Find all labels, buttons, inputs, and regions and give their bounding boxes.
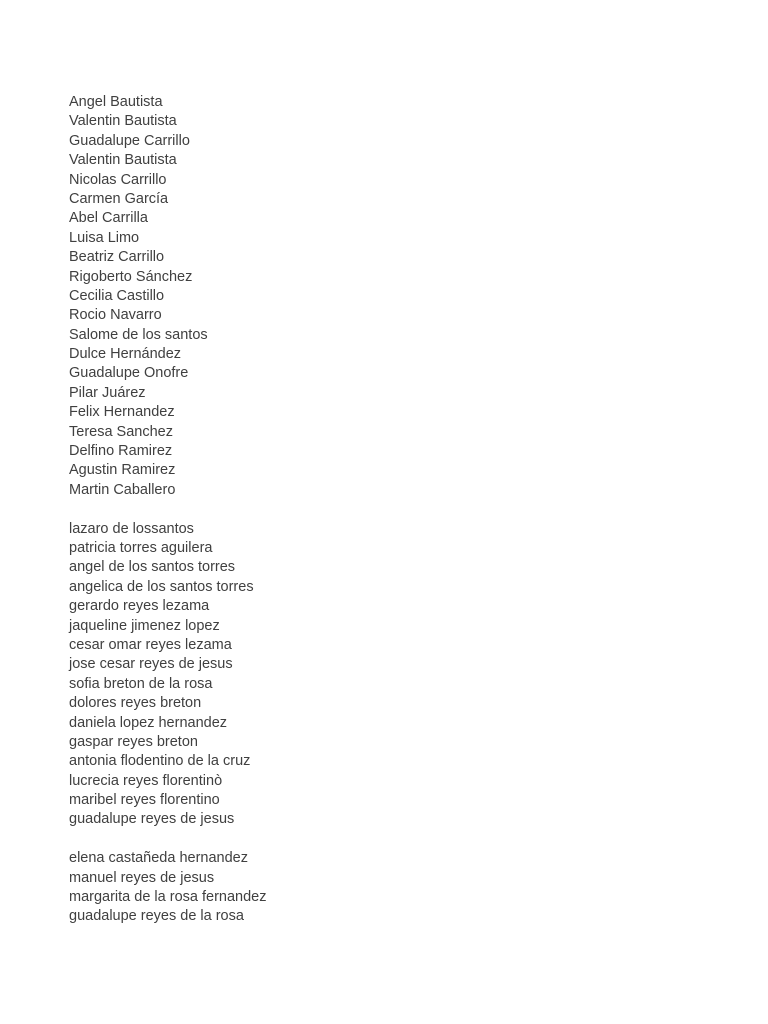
list-item: manuel reyes de jesus (69, 869, 215, 886)
list-item: Teresa Sanchez (69, 423, 173, 440)
name-group-2 (69, 520, 266, 830)
list-item: daniela lopez hernandez (69, 714, 228, 731)
list-item: Carmen García (69, 190, 169, 207)
list-item: angel de los santos torres (69, 559, 236, 576)
list-item: Dulce Hernández (69, 346, 182, 363)
list-item: maribel reyes florentino (69, 792, 220, 809)
list-item: patricia torres aguilera (69, 539, 213, 556)
list-item: Valentin Bautista (69, 152, 177, 169)
list-item: angelica de los santos torres (69, 578, 254, 595)
list-item: Luisa Limo (69, 229, 140, 246)
list-item: Abel Carrilla (69, 210, 148, 227)
list-item: elena castañeda hernandez (69, 850, 248, 867)
list-item: guadalupe reyes de la rosa (69, 908, 244, 925)
list-item: sofia breton de la rosa (69, 675, 213, 692)
list-item: antonia flodentino de la cruz (69, 753, 251, 770)
list-item: cesar omar reyes lezama (69, 636, 232, 653)
list-item: Delfino Ramirez (69, 443, 173, 460)
list-item: Rocio Navarro (69, 307, 162, 324)
list-item: Beatriz Carrillo (69, 249, 165, 266)
name-group-3 (69, 849, 266, 927)
list-item: Valentin Bautista (69, 113, 177, 130)
list-item: Guadalupe Onofre (69, 365, 189, 382)
list-item: Angel Bautista (69, 94, 163, 110)
list-item: margarita de la rosa fernandez (69, 889, 267, 906)
list-item: lazaro de lossantos (69, 520, 194, 537)
list-item: Martin Caballero (69, 481, 176, 498)
list-item: Felix Hernandez (69, 404, 175, 421)
list-item: Cecilia Castillo (69, 287, 165, 304)
list-item: jose cesar reyes de jesus (69, 656, 233, 673)
list-item: Pilar Juárez (69, 384, 146, 401)
list-item: Nicolas Carrillo (69, 171, 167, 188)
list-item: lucrecia reyes florentinò (69, 772, 223, 789)
list-item: gerardo reyes lezama (69, 598, 210, 615)
list-item: dolores reyes breton (69, 695, 202, 712)
name-group-1 (69, 93, 266, 500)
list-item: Agustin Ramirez (69, 462, 176, 479)
name-list (69, 93, 266, 927)
list-item: jaqueline jimenez lopez (69, 617, 220, 634)
list-item: guadalupe reyes de jesus (69, 811, 235, 828)
list-item: Rigoberto Sánchez (69, 268, 193, 285)
list-item: Salome de los santos (69, 326, 208, 343)
list-item: gaspar reyes breton (69, 733, 198, 750)
list-item: Guadalupe Carrillo (69, 132, 190, 149)
